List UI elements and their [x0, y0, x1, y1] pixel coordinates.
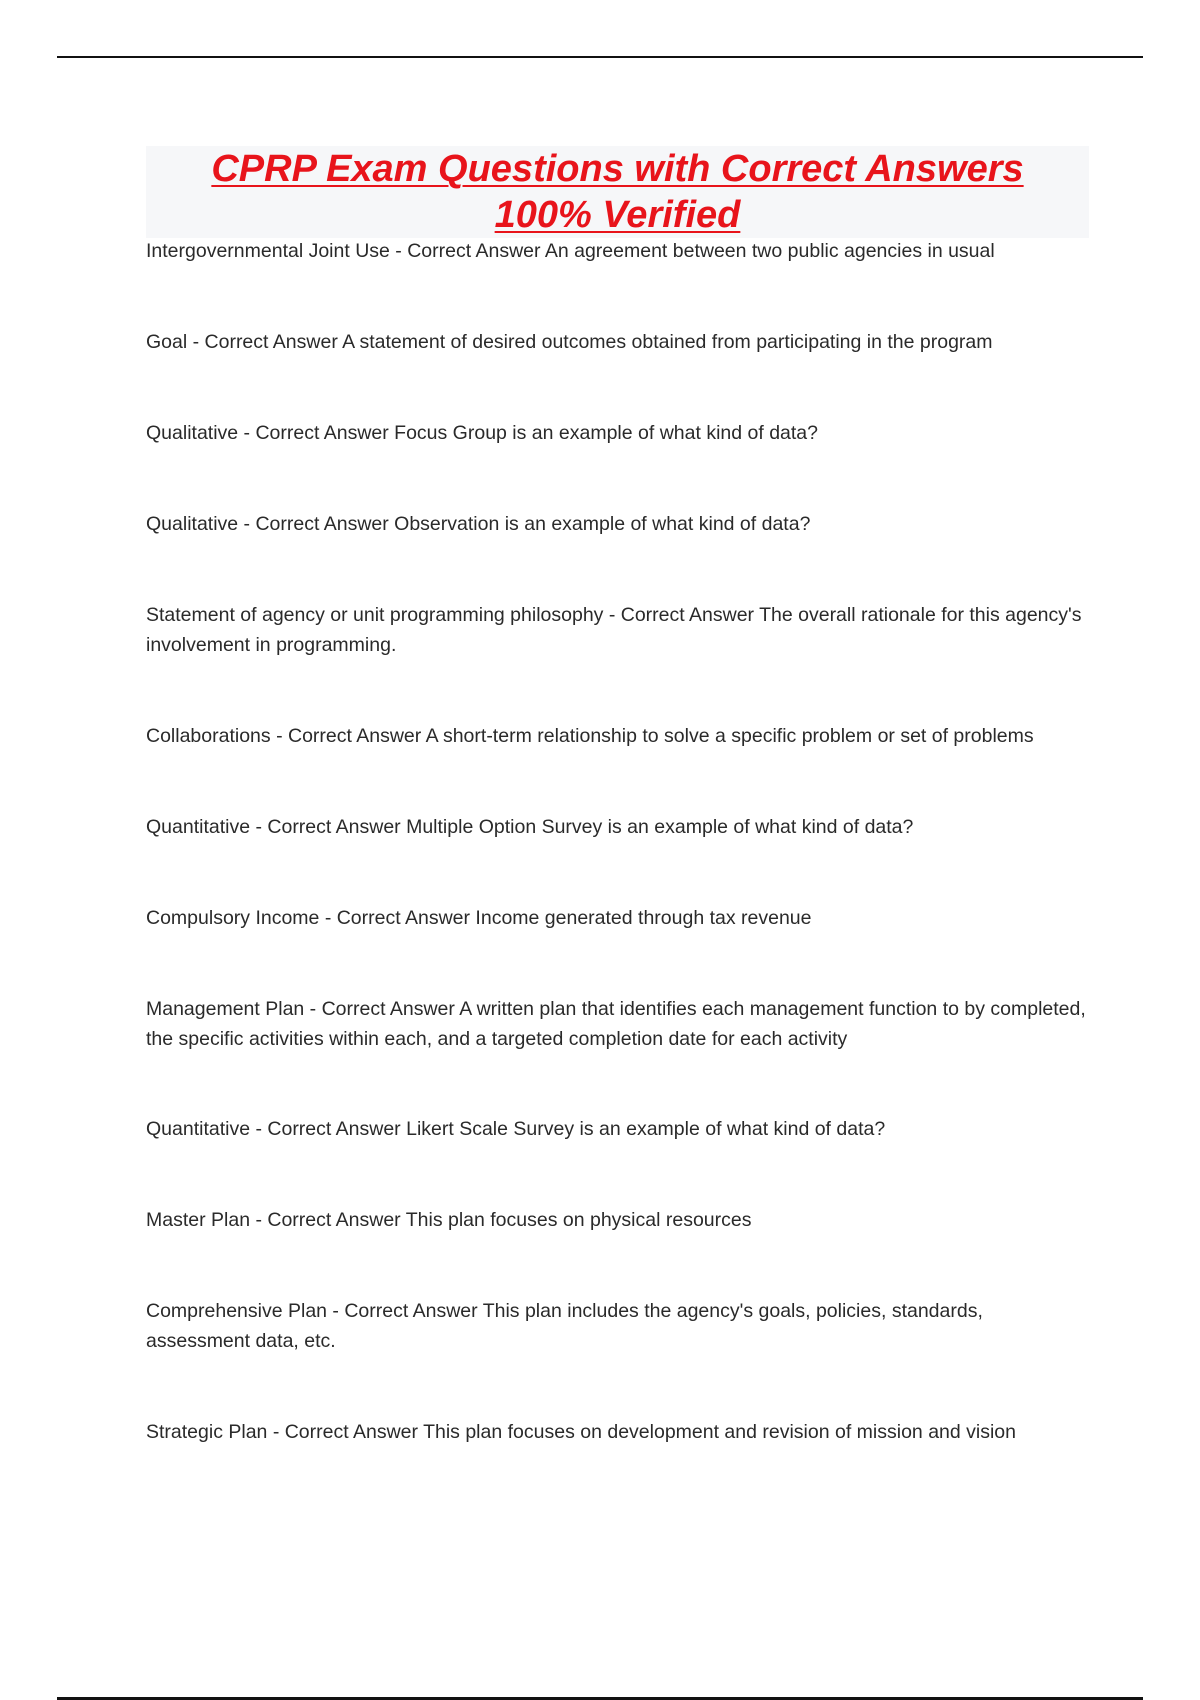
qa-entry: Qualitative - Correct Answer Focus Group is an example of what kind of data? — [146, 422, 818, 444]
title-line-1: CPRP Exam Questions with Correct Answers — [211, 148, 1024, 190]
qa-entry: Qualitative - Correct Answer Observation is an example of what kind of data? — [146, 513, 811, 535]
qa-entry: Intergovernmental Joint Use - Correct Answer An agreement between two public agencies in usual — [146, 240, 995, 262]
qa-entry: Master Plan - Correct Answer This plan focuses on physical resources — [146, 1209, 752, 1231]
document-title — [146, 146, 1089, 238]
qa-entry: Collaborations - Correct Answer A short-term relationship to solve a specific problem or set of problems — [146, 725, 1034, 747]
qa-entry: Compulsory Income - Correct Answer Income generated through tax revenue — [146, 907, 812, 929]
qa-entry: Management Plan - Correct Answer A written plan that identifies each management function to by completed, the specific activities within each, and a targeted completion date for each activity — [146, 998, 1086, 1050]
top-rule — [57, 56, 1143, 58]
qa-entry: Statement of agency or unit programming philosophy - Correct Answer The overall rationale for this agency's involvement in programming. — [146, 604, 1082, 656]
title-line-2: 100% Verified — [494, 194, 741, 236]
qa-entry: Goal - Correct Answer A statement of desired outcomes obtained from participating in the program — [146, 331, 993, 353]
qa-entry: Quantitative - Correct Answer Likert Scale Survey is an example of what kind of data? — [146, 1118, 886, 1140]
qa-entry: Quantitative - Correct Answer Multiple Option Survey is an example of what kind of data? — [146, 816, 914, 838]
qa-entry: Strategic Plan - Correct Answer This plan focuses on development and revision of mission and vision — [146, 1421, 1016, 1443]
qa-entry: Comprehensive Plan - Correct Answer This plan includes the agency's goals, policies, standards, assessment data, etc. — [146, 1300, 983, 1352]
